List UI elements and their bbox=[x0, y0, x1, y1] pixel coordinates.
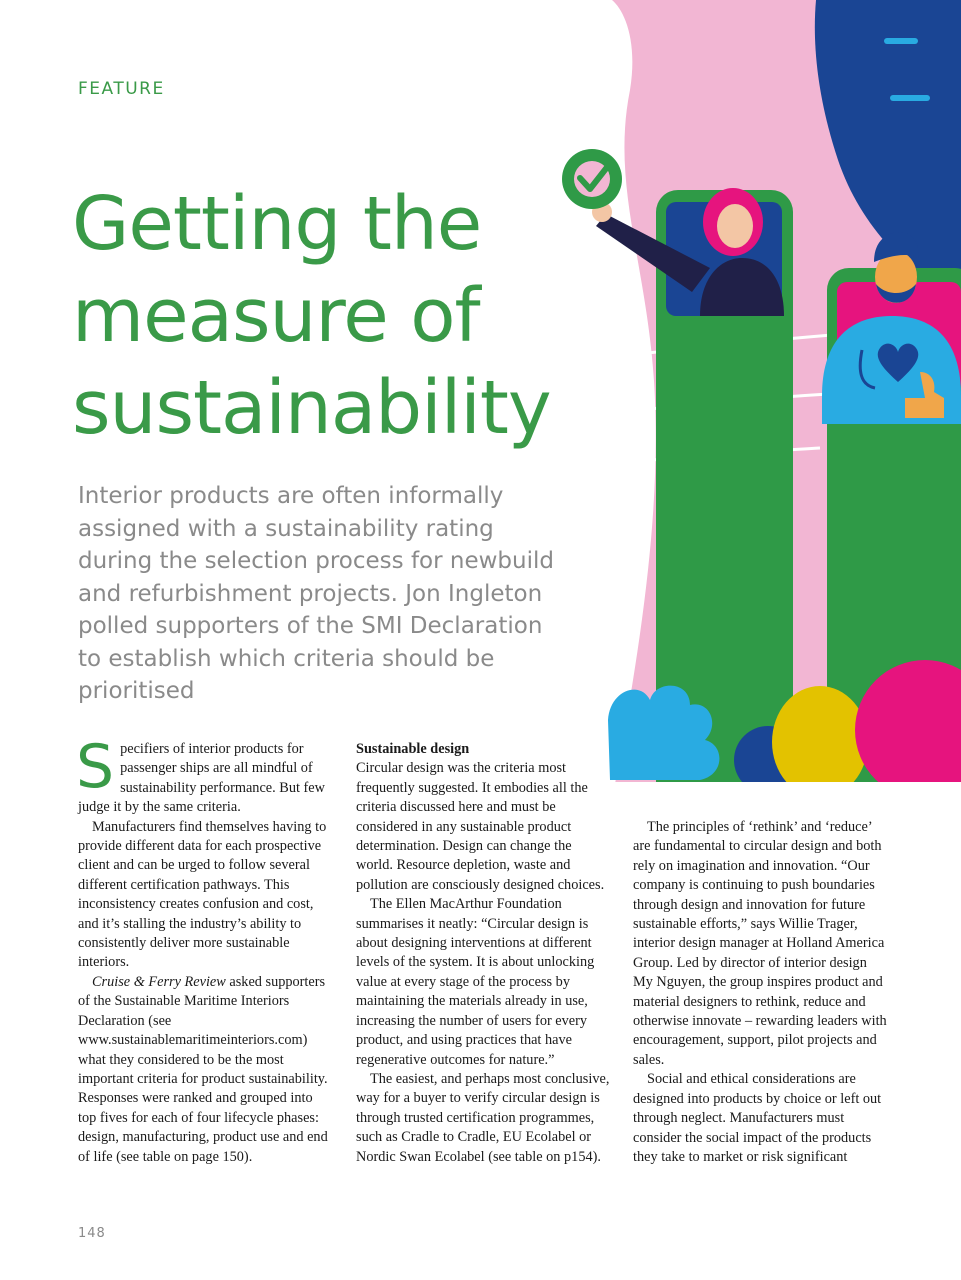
bottom-mask bbox=[600, 782, 961, 820]
body-column-3 bbox=[633, 818, 888, 1167]
paragraph: The principles of ‘rethink’ and ‘reduce’ are fundamental to circular design and both rely on imagination and innovation. “Our company is continuing to push boundaries through design and innovation for future sustainable efforts,” says Willie Trager, interior design manager at Holland America Group. Led by director of interior design My Nguyen, the group inspires product and material designers to rethink, reduce and otherwise innovate – rewarding leaders with encouragement, support, pilot projects and sales. bbox=[633, 819, 887, 1068]
paragraph: The Ellen MacArthur Foundation summarises it neatly: “Circular design is about designing interventions at different levels of the system. It is about unlocking value at every stage of the process by maintaining the materials already in use, increasing the number of users for every product, and using practices that have regenerative outcomes for nature.” bbox=[356, 896, 595, 1068]
standfirst: Interior products are often informally assigned with a sustainability rating during the selection process for newbuild and refurbishment projects. Jon Ingleton polled supporters of the SMI Declaration to establish which criteria should be prioritised bbox=[78, 483, 554, 704]
publication-title: Cruise & Ferry Review bbox=[92, 973, 226, 990]
headline-line: measure of bbox=[72, 273, 480, 359]
paragraph bbox=[78, 973, 333, 1167]
body-column-2 bbox=[356, 740, 611, 1167]
yellow-bush bbox=[772, 686, 868, 798]
navy-blob-dash bbox=[890, 95, 930, 101]
paragraph-text: pecifiers of interior products for passenger ships are all mindful of sustainability performance. But few judge it by the same criteria. bbox=[78, 741, 325, 816]
headline-line: Getting the bbox=[72, 181, 482, 267]
navy-blob-dash bbox=[884, 38, 918, 44]
paragraph: Social and ethical considerations are designed into products by choice or left out through neglect. Manufacturers must consider the social impact of the products they take to market or risk significant bbox=[633, 1071, 882, 1165]
subhead: Sustainable design bbox=[356, 741, 470, 757]
paragraph-text: asked supporters of the Sustainable Maritime Interiors Declaration (see www.sustainablemaritimeinteriors.com) what they considered to be the most important criteria for product sustainability. Responses were ranked and grouped into top fives for each of four lifecycle phases: design, manufacturing, product use and end of life (see table on page 150). bbox=[78, 973, 328, 1165]
page-number: 148 bbox=[78, 1226, 106, 1241]
drop-cap: S bbox=[76, 732, 115, 802]
paragraph: Circular design was the criteria most frequently suggested. It embodies all the criteria discussed here and must be considered in any sustainable product determination. Design can change the world. Resource depletion, waste and pollution are consciously designed choices. bbox=[356, 760, 605, 893]
body-column-1 bbox=[76, 732, 333, 1167]
paragraph: The easiest, and perhaps most conclusive, way for a buyer to verify circular design is through trusted certification programmes, such as Cradle to Cradle, EU Ecolabel or Nordic Swan Ecolabel (see table on p154). bbox=[356, 1070, 610, 1165]
headline bbox=[72, 178, 612, 454]
paragraph bbox=[76, 732, 333, 818]
woman-face bbox=[717, 204, 753, 248]
headline-line: sustainability bbox=[72, 365, 551, 451]
paragraph: Manufacturers find themselves having to provide different data for each prospective client and can be urged to follow several different certification pathways. This inconsistency creates confusion and cost, and it’s stalling the industry’s ability to consistently deliver more sustainable interiors. bbox=[78, 818, 327, 971]
section-label: FEATURE bbox=[78, 79, 165, 99]
